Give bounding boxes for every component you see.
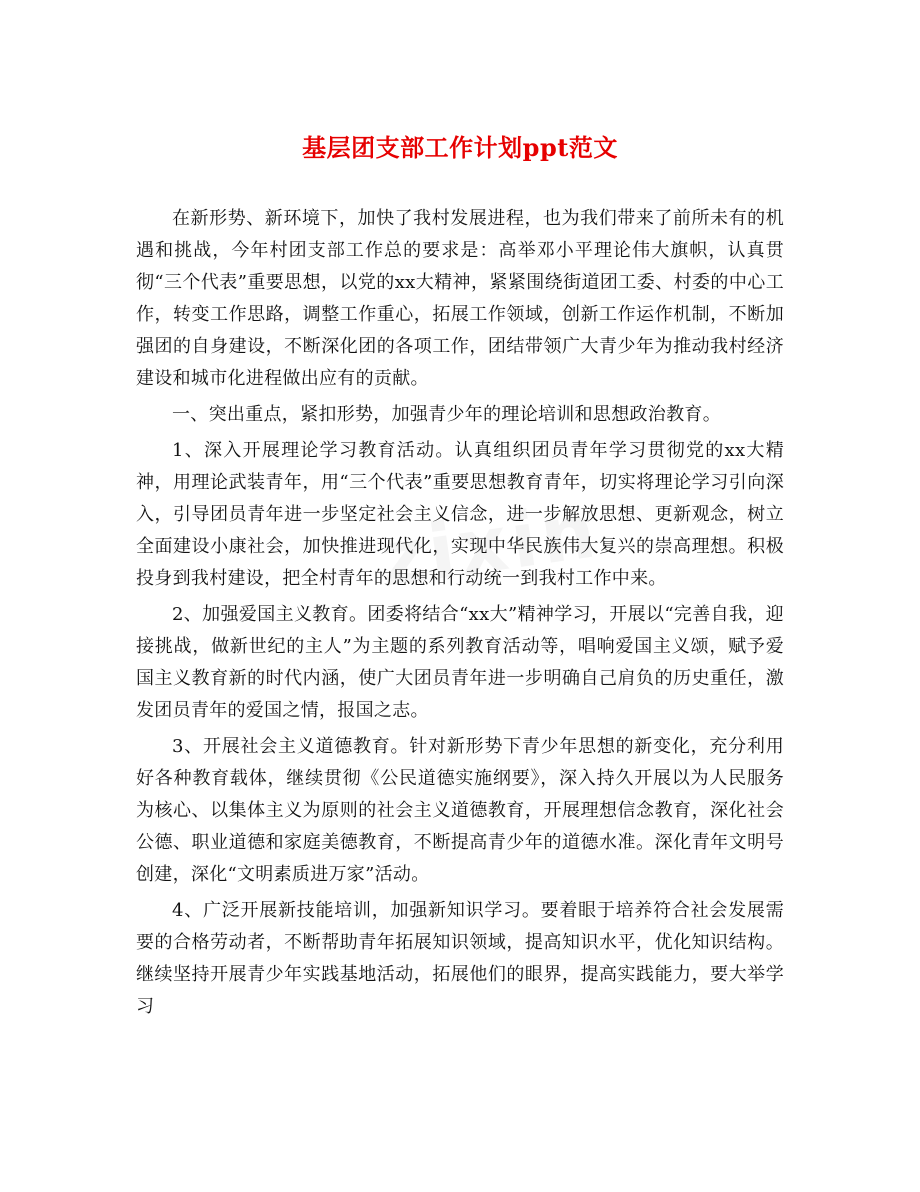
document-title: 基层团支部工作计划ppt范文 (302, 133, 618, 162)
item-paragraph-4: 4、广泛开展新技能培训，加强新知识学习。要着眼于培养符合社会发展需要的合格劳动者，不断帮助青年拓展知识领域，提高知识水平，优化知识结构。继续坚持开展青少年实践基地活动，拓展他们的眼界，提高实践能力，要大举学习 (136, 900, 784, 1017)
intro-paragraph: 在新形势、新环境下，加快了我村发展进程，也为我们带来了前所未有的机遇和挑战，今年村团支部工作总的要求是：高举邓小平理论伟大旗帜，认真贯彻“三个代表”重要思想，以党的xx大精神，紧紧围绕街道团工委、村委的中心工作，转变工作思路，调整工作重心，拓展工作领域，创新工作运作机制，不断加强团的自身建设，不断深化团的各项工作，团结带领广大青少年为推动我村经济建设和城市化进程做出应有的贡献。 (136, 208, 784, 389)
item-paragraph-3: 3、开展社会主义道德教育。针对新形势下青少年思想的新变化，充分利用好各种教育载体，继续贯彻《公民道德实施纲要》，深入持久开展以为人民服务为核心、以集体主义为原则的社会主义道德教育，开展理想信念教育，深化社会公德、职业道德和家庭美德教育，不断提高青少年的道德水准。深化青年文明号创建，深化“文明素质进万家”活动。 (136, 736, 784, 885)
item-paragraph-2: 2、加强爱国主义教育。团委将结合“xx大”精神学习，开展以“完善自我，迎接挑战，做新世纪的主人”为主题的系列教育活动等，唱响爱国主义颂，赋予爱国主义教育新的时代内涵，使广大团员青年进一步明确自己肩负的历史重任，激发团员青年的爱国之情，报国之志。 (136, 604, 784, 721)
section-heading-1: 一、突出重点，紧扣形势，加强青少年的理论培训和思想政治教育。 (172, 404, 721, 425)
document-body (136, 203, 784, 1027)
item-paragraph-1: 1、深入开展理论学习教育活动。认真组织团员青年学习贯彻党的xx大精神，用理论武装青年，用“三个代表”重要思想教育青年，切实将理论学习引向深入，引导团员青年进一步坚定社会主义信念，进一步解放思想、更新观念，树立全面建设小康社会，加快推进现代化，实现中华民族伟大复兴的崇高理想。积极投身到我村建设，把全村青年的思想和行动统一到我村工作中来。 (136, 440, 784, 589)
